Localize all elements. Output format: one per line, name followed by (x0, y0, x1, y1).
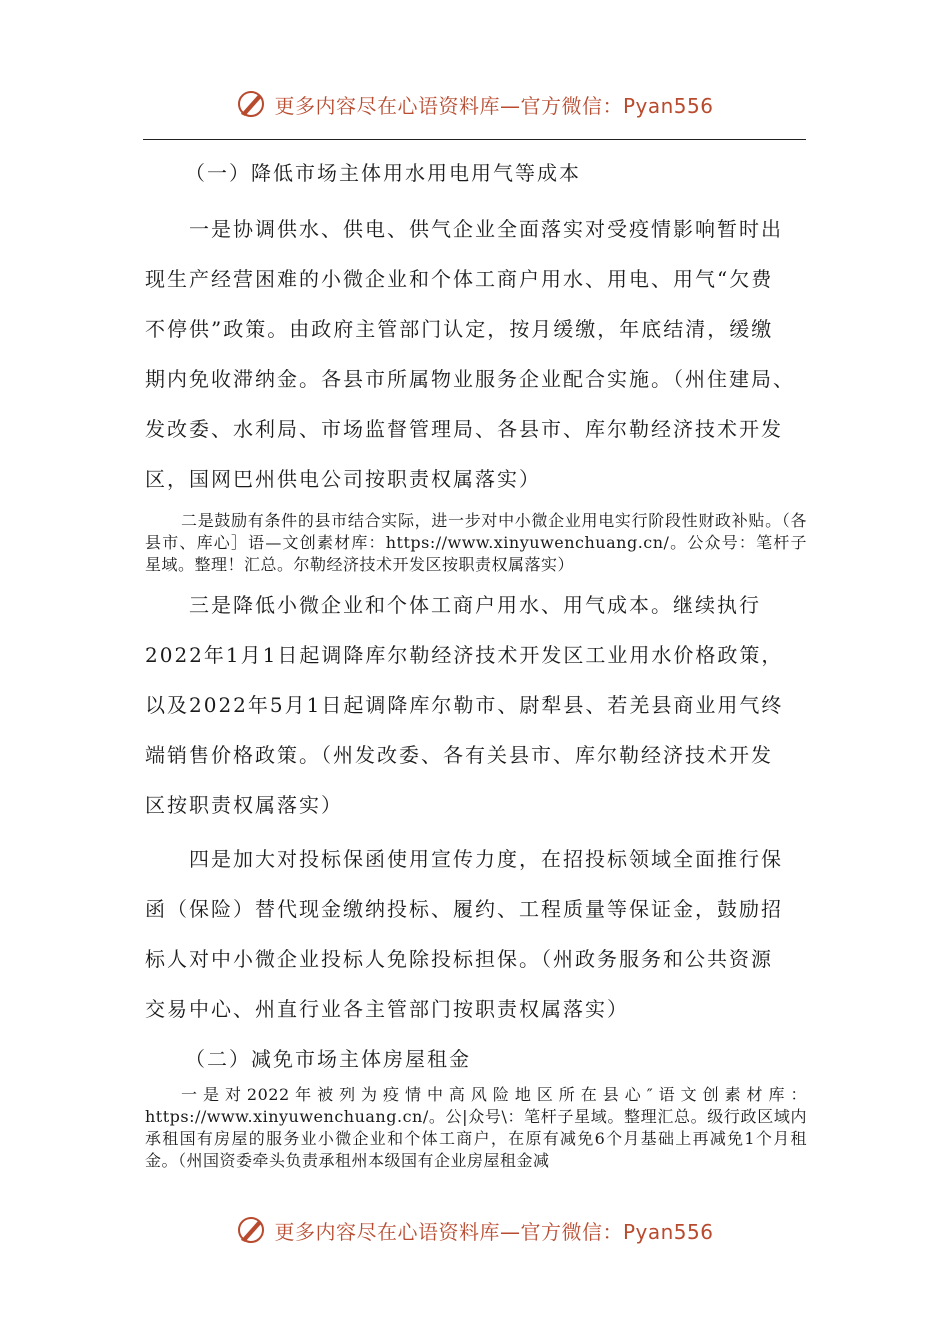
paragraph-line: 交易中心、州直行业各主管部门按职责权属落实） (145, 997, 629, 1021)
section-heading: （二）减免市场主体房屋租金 (185, 1047, 471, 1071)
pen-logo-icon (236, 1215, 266, 1245)
paragraph-line: 区按职责权属落实） (145, 793, 343, 817)
banner-text: 更多内容尽在心语资料库—官方微信：Pyan556 (274, 93, 714, 118)
paragraph-line: 2022年1月1日起调降库尔勒经济技术开发区工业用水价格政策， (145, 643, 784, 667)
paragraph-line: 不停供”政策。由政府主管部门认定，按月缓缴，年底结清，缓缴 (145, 317, 774, 341)
paragraph-line: 区，国网巴州供电公司按职责权属落实） (145, 467, 541, 491)
header-divider (143, 139, 806, 140)
header-banner (0, 84, 950, 124)
paragraph: 一是对2022年被列为疫情中高风险地区所在县心″语文创素材库：https://www.xinyuwenchuang.cn/。公|众号\：笔杆子星域。整理汇总。级行政区域内承租国有房屋的服务业小微企业和个体工商户，在原有减免6个月基础上再减免1个月租金。（州国资委牵头负责承租州本级国有企业房屋租金减 (145, 1085, 807, 1170)
paragraph-line: 以及2022年5月1日起调降库尔勒市、尉犁县、若羌县商业用气终 (145, 693, 784, 717)
paragraph-line: 三是降低小微企业和个体工商户用水、用气成本。继续执行 (189, 593, 761, 617)
paragraph-line: 发改委、水利局、市场监督管理局、各县市、库尔勒经济技术开发 (145, 417, 783, 441)
paragraph-line: 函（保险）替代现金缴纳投标、履约、工程质量等保证金，鼓励招 (145, 897, 783, 921)
paragraph-line: 期内免收滞纳金。各县市所属物业服务企业配合实施。（州住建局、 (145, 367, 795, 391)
footer-banner (0, 1210, 950, 1250)
paragraph-line: 标人对中小微企业投标人免除投标担保。（州政务服务和公共资源 (145, 947, 773, 971)
paragraph-line: 现生产经营困难的小微企业和个体工商户用水、用电、用气“欠费 (145, 267, 774, 291)
paragraph-line: 端销售价格政策。（州发改委、各有关县市、库尔勒经济技术开发 (145, 743, 773, 767)
paragraph-line: 一是协调供水、供电、供气企业全面落实对受疫情影响暂时出 (189, 217, 783, 241)
banner-text: 更多内容尽在心语资料库—官方微信：Pyan556 (274, 1219, 714, 1244)
paragraph-line: 四是加大对投标保函使用宣传力度，在招投标领域全面推行保 (189, 847, 783, 871)
pen-logo-icon (236, 89, 266, 119)
section-heading: （一）降低市场主体用水用电用气等成本 (185, 161, 581, 185)
paragraph: 二是鼓励有条件的县市结合实际，进一步对中小微企业用电实行阶段性财政补贴。（各县市、库心］语—文创素材库：https://www.xinyuwenchuang.cn/。公众号：笔杆子星域。整理！汇总。尔勒经济技术开发区按职责权属落实） (145, 511, 807, 574)
document-body (145, 148, 807, 1172)
